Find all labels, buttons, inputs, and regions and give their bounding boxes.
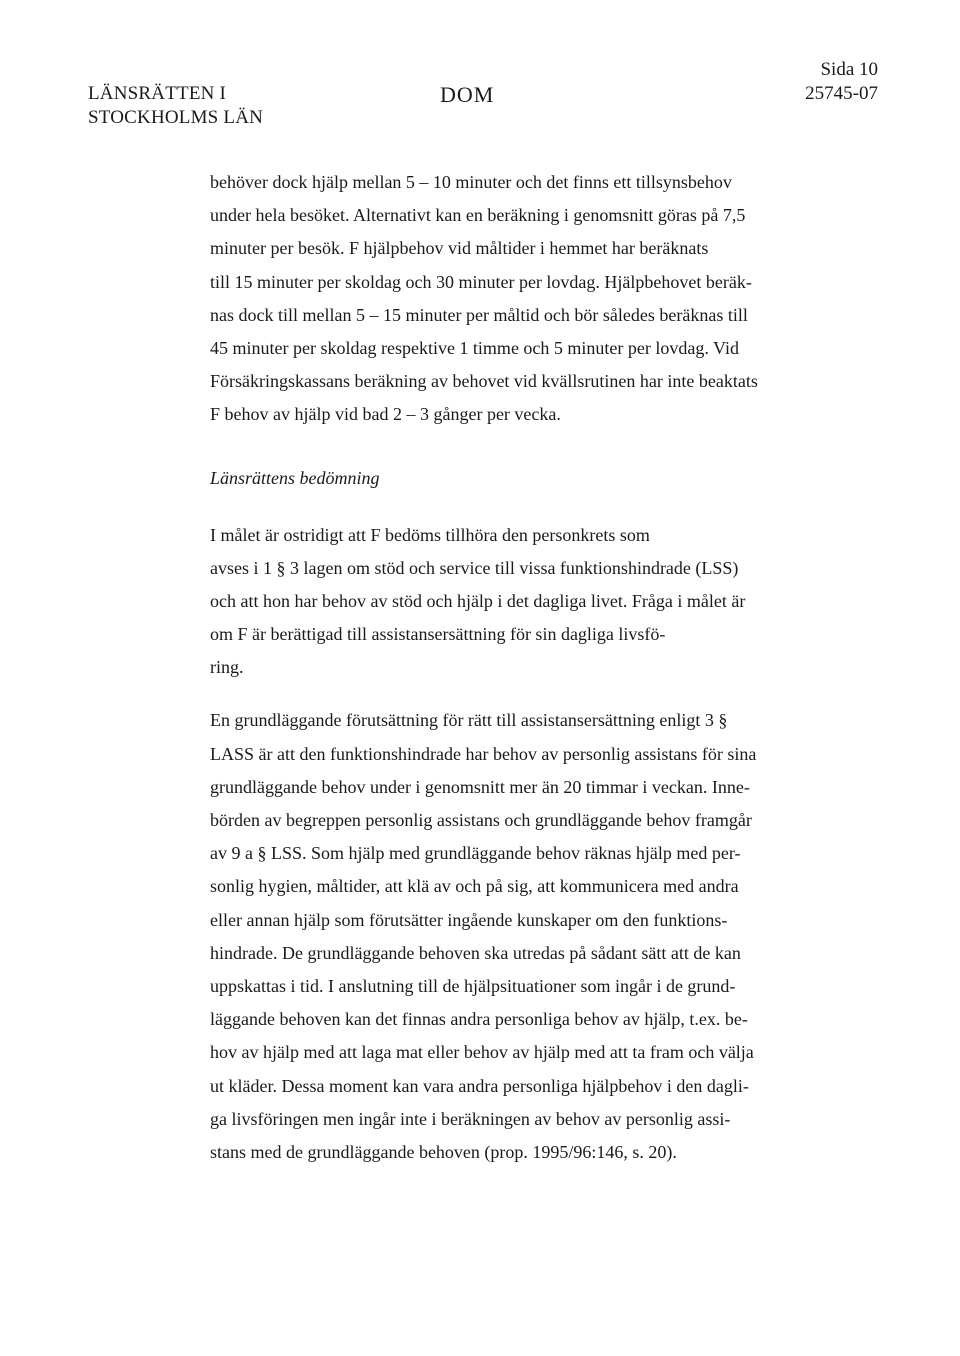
text-line: En grundläggande förutsättning för rätt till assistansersättning enligt 3 §: [210, 710, 728, 731]
text-line: behöver dock hjälp mellan 5 – 10 minuter och det finns ett tillsynsbehov: [210, 172, 732, 192]
text-line: grundläggande behov under i genomsnitt mer än 20 timmar i veckan. Inne-: [210, 776, 750, 797]
page-number: Sida 10: [820, 59, 878, 80]
text-line: minuter per besök. F hjälpbehov vid måltider i hemmet har beräknats: [210, 238, 709, 259]
text-line: börden av begreppen personlig assistans och grundläggande behov framgår: [210, 810, 752, 830]
paragraph-legal-basis: [210, 704, 810, 1169]
paragraph-background: [210, 166, 810, 432]
text-line: under hela besöket. Alternativt kan en beräkning i genomsnitt göras på 7,5: [210, 205, 746, 226]
paragraph-assessment: [210, 519, 810, 685]
document-body: [210, 166, 810, 1169]
text-line: läggande behoven kan det finnas andra personliga behov av hjälp, t.ex. be-: [210, 1009, 748, 1030]
court-name: [88, 82, 263, 130]
text-line: 45 minuter per skoldag respektive 1 timme och 5 minuter per lovdag. Vid: [210, 337, 739, 358]
text-line: hov av hjälp med att laga mat eller behov av hjälp med att ta fram och välja: [210, 1042, 754, 1063]
text-line: ut kläder. Dessa moment kan vara andra personliga hjälpbehov i den dagli-: [210, 1075, 749, 1096]
text-line: till 15 minuter per skoldag och 30 minuter per lovdag. Hjälpbehovet beräk-: [210, 271, 752, 292]
text-line: hindrade. De grundläggande behoven ska utredas på sådant sätt att de kan: [210, 942, 741, 963]
text-line: eller annan hjälp som förutsätter ingående kunskaper om den funktions-: [210, 909, 728, 930]
case-number: 25745-07: [805, 83, 878, 104]
text-line: Försäkringskassans beräkning av behovet vid kvällsrutinen har inte beaktats: [210, 371, 758, 392]
text-line: och att hon har behov av stöd och hjälp i det dagliga livet. Fråga i målet är: [210, 590, 746, 611]
text-line: avses i 1 § 3 lagen om stöd och service till vissa funktionshindrade (LSS): [210, 557, 739, 578]
text-line: av 9 a § LSS. Som hjälp med grundläggande behov räknas hjälp med per-: [210, 843, 741, 864]
text-line: uppskattas i tid. I anslutning till de hjälpsituationer som ingår i de grund-: [210, 975, 736, 996]
court-name-line-1: LÄNSRÄTTEN I: [88, 83, 227, 104]
court-name-line-2: STOCKHOLMS LÄN: [88, 107, 264, 128]
text-line: I målet är ostridigt att F bedöms tillhöra den personkrets som: [210, 524, 650, 545]
text-line: sonlig hygien, måltider, att klä av och på sig, att kommunicera med andra: [210, 876, 739, 897]
text-line: ga livsföringen men ingår inte i beräkningen av behov av personlig assi-: [210, 1108, 731, 1129]
text-line: F behov av hjälp vid bad 2 – 3 gånger per vecka.: [210, 404, 561, 425]
text-line: ring.: [210, 657, 244, 678]
text-line: om F är berättigad till assistansersättning för sin dagliga livsfö-: [210, 624, 666, 645]
text-line: nas dock till mellan 5 – 15 minuter per måltid och bör således beräknas till: [210, 304, 748, 325]
section-heading: Länsrättens bedömning: [210, 467, 380, 488]
text-line: LASS är att den funktionshindrade har behov av personlig assistans för sina: [210, 743, 757, 764]
document-meta: [805, 58, 878, 106]
document-title: DOM: [440, 82, 495, 107]
text-line: stans med de grundläggande behoven (prop. 1995/96:146, s. 20).: [210, 1141, 677, 1162]
